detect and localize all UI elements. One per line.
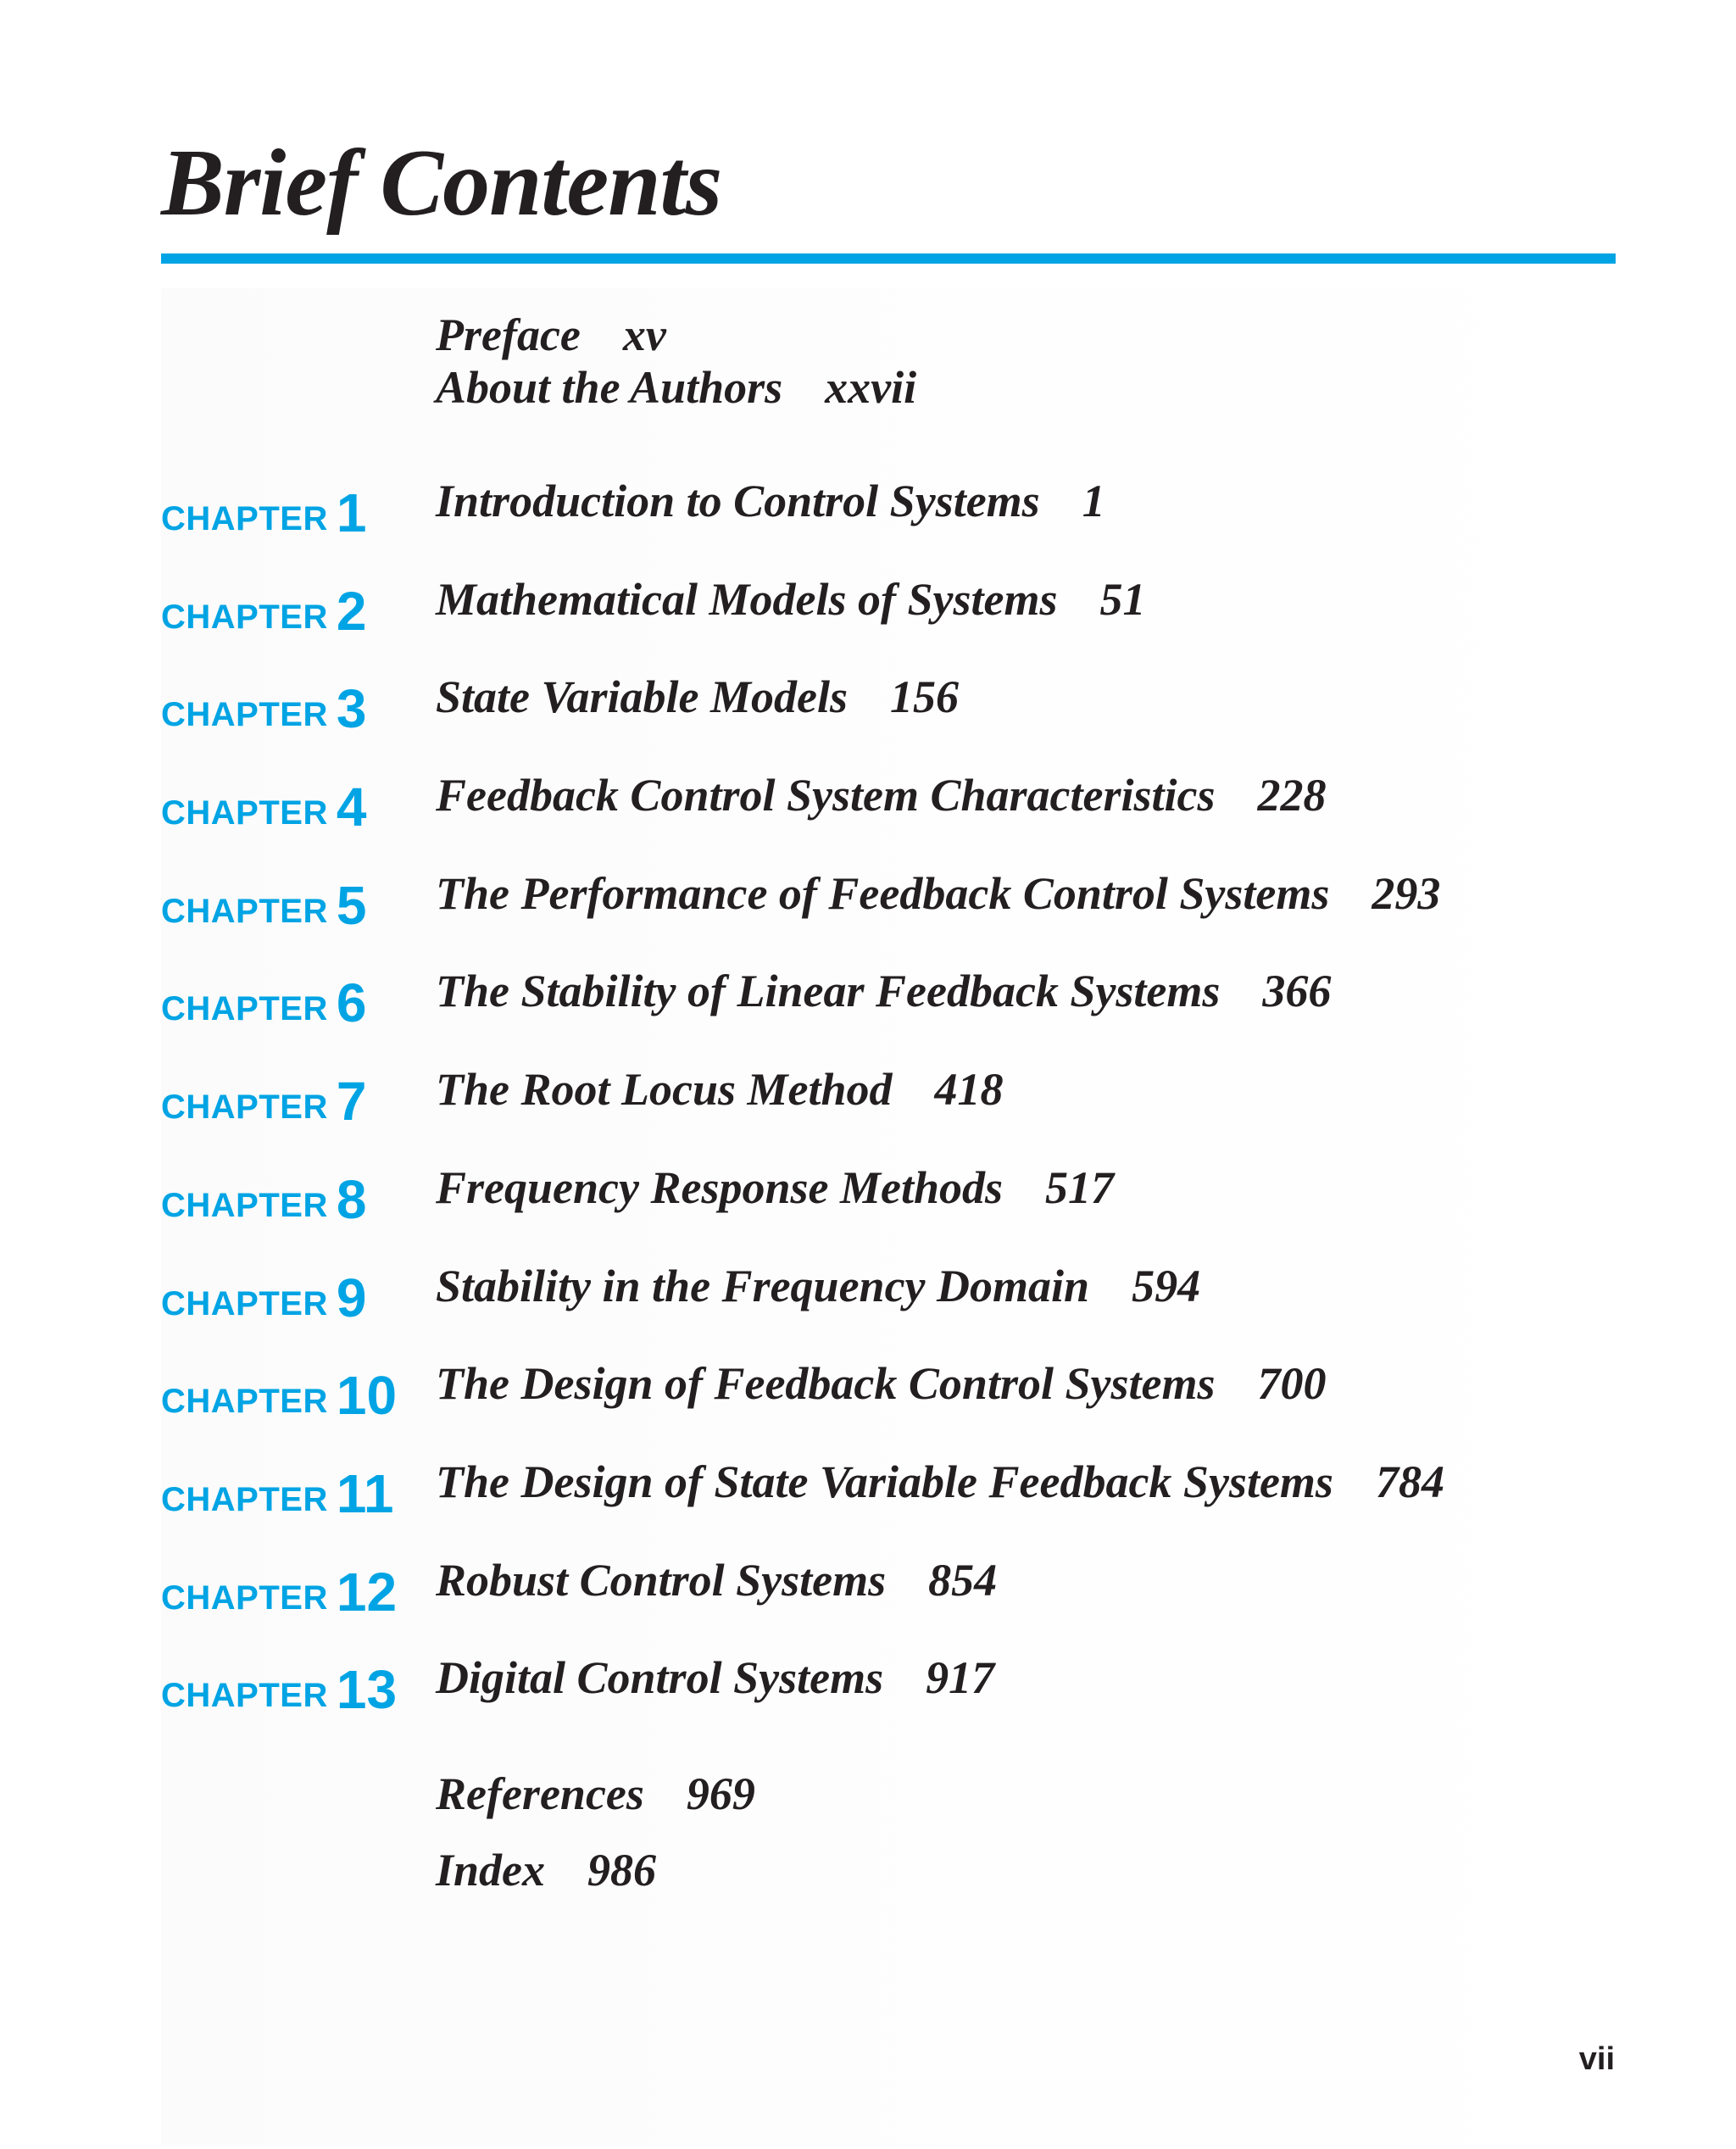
chapter-title: Introduction to Control Systems — [436, 476, 1040, 526]
chapter-title-line — [436, 475, 1105, 527]
chapter-title-line — [436, 769, 1327, 821]
chapter-page: 366 — [1262, 966, 1332, 1017]
chapter-title: Frequency Response Methods — [436, 1161, 1004, 1213]
chapter-row-12[interactable] — [161, 1554, 1616, 1652]
chapter-word: CHAPTER — [161, 1578, 328, 1617]
chapter-page: 51 — [1099, 573, 1146, 625]
chapter-number: 4 — [336, 777, 367, 838]
chapter-row-13[interactable] — [161, 1651, 1616, 1750]
chapter-title-line — [436, 1554, 997, 1606]
page-title: Brief Contents — [161, 131, 722, 236]
chapter-title: The Design of Feedback Control Systems — [436, 1358, 1216, 1410]
chapter-label — [161, 480, 366, 543]
chapter-label — [161, 1362, 397, 1425]
chapter-word: CHAPTER — [161, 990, 328, 1028]
chapter-row-2[interactable] — [161, 573, 1616, 671]
chapter-label — [161, 1166, 366, 1229]
back-matter-list — [436, 1756, 755, 1908]
chapter-page: 784 — [1375, 1456, 1444, 1507]
chapter-row-11[interactable] — [161, 1456, 1616, 1554]
chapter-row-6[interactable] — [161, 965, 1616, 1063]
chapter-page: 418 — [934, 1064, 1004, 1116]
chapter-title: Robust Control Systems — [436, 1554, 887, 1606]
chapter-number: 6 — [336, 972, 367, 1034]
chapter-title: The Design of State Variable Feedback Systems — [436, 1456, 1333, 1507]
chapter-label — [161, 1559, 397, 1622]
chapter-word: CHAPTER — [161, 1480, 328, 1518]
chapter-label — [161, 1068, 366, 1131]
chapter-word: CHAPTER — [161, 1186, 328, 1224]
chapter-number: 3 — [336, 678, 367, 740]
chapter-number: 12 — [336, 1561, 398, 1623]
chapter-word: CHAPTER — [161, 598, 328, 636]
chapter-title-line — [436, 1456, 1444, 1508]
chapter-page: 293 — [1372, 867, 1441, 919]
entry-page: xv — [622, 309, 666, 360]
chapter-page: 1 — [1082, 476, 1105, 526]
chapter-title-line — [436, 867, 1440, 920]
chapter-number: 9 — [336, 1267, 367, 1328]
chapter-label — [161, 1461, 394, 1523]
entry-page: 969 — [686, 1768, 755, 1819]
chapter-title-line — [436, 1063, 1004, 1116]
chapter-word: CHAPTER — [161, 1284, 328, 1322]
chapter-label — [161, 578, 366, 641]
toc-entry-preface[interactable] — [436, 309, 916, 361]
entry-page: 986 — [587, 1845, 657, 1896]
chapter-page: 700 — [1257, 1358, 1327, 1410]
chapter-page: 228 — [1257, 770, 1327, 821]
chapter-title: Mathematical Models of Systems — [436, 573, 1058, 625]
chapter-page: 156 — [890, 671, 960, 723]
chapter-list — [161, 475, 1616, 1750]
chapter-number: 1 — [336, 482, 367, 543]
page-number: vii — [1578, 2041, 1615, 2077]
chapter-title-line — [436, 1260, 1200, 1312]
chapter-word: CHAPTER — [161, 500, 328, 537]
chapter-word: CHAPTER — [161, 1088, 328, 1127]
chapter-number: 10 — [336, 1365, 398, 1427]
chapter-title-line — [436, 1161, 1114, 1214]
chapter-title-line — [436, 573, 1145, 626]
chapter-number: 13 — [336, 1659, 398, 1721]
toc-entry-references[interactable] — [436, 1756, 755, 1832]
chapter-page: 854 — [928, 1554, 998, 1606]
chapter-label — [161, 676, 366, 738]
chapter-row-8[interactable] — [161, 1161, 1616, 1260]
chapter-label — [161, 872, 366, 935]
chapter-label — [161, 1656, 397, 1719]
title-rule — [161, 253, 1616, 264]
chapter-number: 7 — [336, 1071, 367, 1133]
chapter-number: 2 — [336, 580, 367, 642]
entry-title: Preface — [436, 309, 581, 360]
chapter-word: CHAPTER — [161, 794, 328, 832]
chapter-row-7[interactable] — [161, 1063, 1616, 1161]
chapter-title-line — [436, 1357, 1326, 1410]
chapter-title: Digital Control Systems — [436, 1652, 884, 1704]
entry-title: Index — [436, 1845, 546, 1896]
chapter-number: 11 — [336, 1462, 394, 1524]
toc-entry-index[interactable] — [436, 1832, 755, 1908]
chapter-title-line — [436, 671, 959, 723]
chapter-word: CHAPTER — [161, 892, 328, 930]
chapter-label — [161, 1265, 366, 1328]
chapter-number: 5 — [336, 874, 367, 936]
chapter-row-10[interactable] — [161, 1357, 1616, 1456]
front-matter-list — [436, 309, 916, 414]
chapter-row-5[interactable] — [161, 867, 1616, 966]
chapter-label — [161, 774, 366, 837]
chapter-row-1[interactable] — [161, 475, 1616, 573]
chapter-row-4[interactable] — [161, 769, 1616, 867]
chapter-title: The Stability of Linear Feedback Systems — [436, 966, 1221, 1017]
chapter-word: CHAPTER — [161, 696, 328, 734]
entry-page: xxvii — [825, 362, 917, 413]
chapter-label — [161, 970, 366, 1033]
chapter-page: 517 — [1045, 1161, 1115, 1213]
entry-title: About the Authors — [436, 362, 783, 413]
chapter-title: The Performance of Feedback Control Systems — [436, 867, 1330, 919]
chapter-number: 8 — [336, 1168, 367, 1230]
chapter-row-9[interactable] — [161, 1260, 1616, 1358]
entry-title: References — [436, 1768, 644, 1819]
chapter-title-line — [436, 1651, 994, 1704]
chapter-title-line — [436, 965, 1331, 1017]
chapter-title: Feedback Control System Characteristics — [436, 770, 1216, 821]
chapter-word: CHAPTER — [161, 1383, 328, 1421]
chapter-page: 917 — [926, 1652, 995, 1704]
chapter-row-3[interactable] — [161, 671, 1616, 769]
chapter-title: Stability in the Frequency Domain — [436, 1260, 1090, 1311]
chapter-word: CHAPTER — [161, 1677, 328, 1715]
chapter-page: 594 — [1132, 1260, 1201, 1311]
chapter-title: State Variable Models — [436, 671, 849, 723]
chapter-title: The Root Locus Method — [436, 1064, 893, 1116]
toc-entry-about-the-authors[interactable] — [436, 361, 916, 414]
